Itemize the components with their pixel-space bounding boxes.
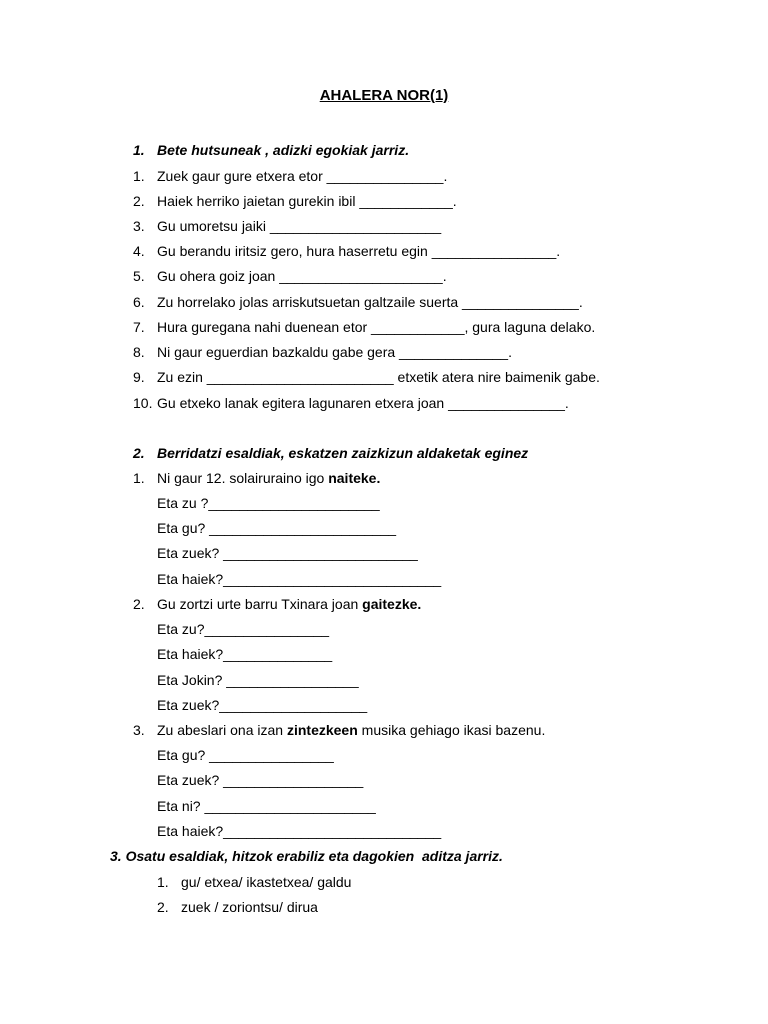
list-item-number: 2. — [157, 899, 169, 915]
answer-line: Eta zu?________________ — [157, 621, 330, 637]
list-item-number: 4. — [133, 243, 145, 259]
sentence-verb: gaitezke. — [362, 596, 422, 612]
list-item: Gu berandu iritsiz gero, hura haserretu egin ________________. — [157, 243, 561, 259]
section2-heading: Berridatzi esaldiak, eskatzen zaizkizun aldaketak eginez — [157, 445, 529, 461]
list-item-number: 10. — [133, 395, 153, 411]
group-sentence — [157, 721, 545, 739]
answer-line: Eta zuek?___________________ — [157, 697, 368, 713]
group-sentence — [157, 595, 421, 613]
section2-number: 2. — [133, 445, 145, 461]
list-item: zuek / zoriontsu/ dirua — [181, 899, 318, 915]
section3-heading: 3. Osatu esaldiak, hitzok erabiliz eta dagokien aditza jarriz. — [110, 848, 503, 864]
list-item-number: 2. — [133, 193, 145, 209]
list-item: gu/ etxea/ ikastetxea/ galdu — [181, 874, 352, 890]
answer-line: Eta haiek?______________ — [157, 646, 333, 662]
list-item: Hura guregana nahi duenean etor ____________, gura laguna delako. — [157, 319, 596, 335]
list-item-number: 1. — [133, 168, 145, 184]
page-title: AHALERA NOR(1) — [319, 87, 449, 104]
list-item: Zu ezin ________________________ etxetik atera nire baimenik gabe. — [157, 369, 600, 385]
list-item-number: 3. — [133, 218, 145, 234]
list-item: Gu etxeko lanak egitera lagunaren etxera joan _______________. — [157, 395, 569, 411]
answer-line: Eta haiek?____________________________ — [157, 823, 442, 839]
group-number: 2. — [133, 596, 145, 612]
sentence-prefix: Ni gaur 12. solairuraino igo — [157, 470, 329, 486]
list-item: Ni gaur eguerdian bazkaldu gabe gera ______________. — [157, 344, 512, 360]
list-item: Zuek gaur gure etxera etor _______________. — [157, 168, 448, 184]
list-item: Zu horrelako jolas arriskutsuetan galtzaile suerta _______________. — [157, 294, 583, 310]
list-item-number: 5. — [133, 268, 145, 284]
list-item-number: 1. — [157, 874, 169, 890]
sentence-prefix: Gu zortzi urte barru Txinara joan — [157, 596, 363, 612]
answer-line: Eta zuek? _________________________ — [157, 545, 418, 561]
answer-line: Eta gu? ________________________ — [157, 520, 397, 536]
group-number: 1. — [133, 470, 145, 486]
answer-line: Eta gu? ________________ — [157, 747, 334, 763]
group-sentence — [157, 469, 380, 487]
list-item-number: 9. — [133, 369, 145, 385]
list-item: Gu ohera goiz joan _____________________. — [157, 268, 447, 284]
section1-heading: Bete hutsuneak , adizki egokiak jarriz. — [157, 142, 410, 158]
list-item: Haiek herriko jaietan gurekin ibil ____________. — [157, 193, 457, 209]
answer-line: Eta ni? ______________________ — [157, 798, 376, 814]
answer-line: Eta Jokin? _________________ — [157, 672, 359, 688]
sentence-verb: zintezkeen — [286, 722, 358, 738]
section1-number: 1. — [133, 142, 145, 158]
group-number: 3. — [133, 722, 145, 738]
sentence-suffix: musika gehiago ikasi bazenu. — [357, 722, 546, 738]
answer-line: Eta zuek? __________________ — [157, 772, 364, 788]
answer-line: Eta zu ?______________________ — [157, 495, 380, 511]
sentence-prefix: Zu abeslari ona izan — [157, 722, 287, 738]
sentence-verb: naiteke. — [328, 470, 381, 486]
list-item-number: 6. — [133, 294, 145, 310]
answer-line: Eta haiek?____________________________ — [157, 571, 442, 587]
list-item: Gu umoretsu jaiki ______________________ — [157, 218, 442, 234]
list-item-number: 8. — [133, 344, 145, 360]
list-item-number: 7. — [133, 319, 145, 335]
